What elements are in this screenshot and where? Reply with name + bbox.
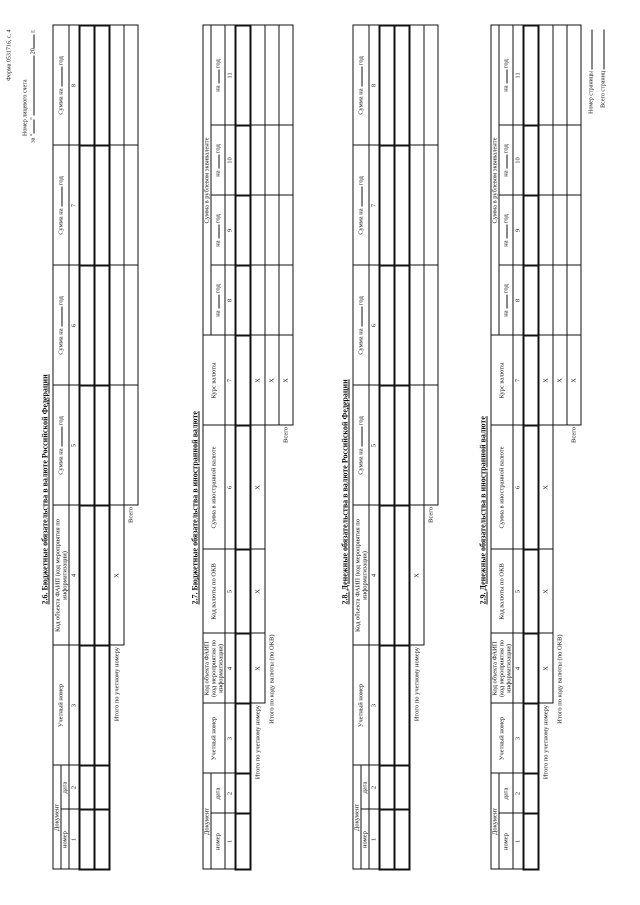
god-label: год: [357, 56, 365, 66]
cell[interactable]: [80, 145, 95, 265]
col-number: 6: [369, 265, 380, 385]
cell[interactable]: [410, 385, 425, 505]
cell[interactable]: [80, 765, 95, 809]
god-label: год: [214, 284, 222, 294]
x-cell: X: [251, 549, 266, 633]
cell[interactable]: [524, 549, 539, 633]
x-cell: X: [539, 335, 554, 425]
table-row: [524, 25, 539, 869]
cell[interactable]: [251, 265, 266, 335]
cell[interactable]: [236, 773, 251, 813]
god-label: год: [214, 59, 222, 69]
cell[interactable]: [395, 765, 410, 809]
x-cell: X: [539, 549, 554, 633]
x-cell: X: [539, 633, 554, 703]
cell[interactable]: [553, 125, 567, 195]
cell[interactable]: [524, 265, 539, 335]
cell[interactable]: [410, 265, 425, 385]
faip-code-header: Код объекта ФАИП (код мероприятия по информатизации): [353, 505, 369, 645]
cell[interactable]: [95, 265, 110, 385]
na-label: на: [214, 240, 222, 247]
col-number: 6: [69, 265, 80, 385]
form-label: Форма 0531716, с. 4: [6, 29, 13, 81]
col-number: 11: [513, 25, 524, 125]
cell[interactable]: [395, 645, 410, 765]
table-2-9: [491, 24, 582, 870]
col-number: 3: [225, 703, 236, 773]
document-sheet: [1, 0, 640, 905]
cell[interactable]: [95, 385, 110, 505]
table-row: [395, 25, 410, 869]
cell[interactable]: [80, 505, 95, 645]
year-blank[interactable]: [34, 34, 35, 48]
cell[interactable]: [567, 25, 581, 125]
okv-header: Код валюты по ОКВ: [203, 549, 225, 633]
x-cell: X: [539, 425, 554, 549]
x-cell: X: [110, 505, 125, 645]
x-cell: X: [265, 335, 279, 425]
cell[interactable]: [395, 810, 410, 870]
col-number: 5: [69, 385, 80, 505]
cell[interactable]: [539, 25, 554, 125]
cell[interactable]: [95, 25, 110, 145]
sum-header-5: [353, 385, 369, 505]
sum-header-7: [53, 145, 69, 265]
col-number: 8: [225, 265, 236, 335]
number-header: номер: [61, 810, 69, 870]
doc-header: Документ: [203, 773, 211, 869]
cell[interactable]: [380, 145, 395, 265]
god-label: год: [357, 296, 365, 306]
grand-total-row: [124, 25, 138, 869]
cell[interactable]: [567, 265, 581, 335]
na-label: на: [502, 240, 510, 247]
god-label: год: [502, 59, 510, 69]
cell[interactable]: [424, 385, 438, 505]
grand-total-row: [567, 25, 581, 869]
cell[interactable]: [567, 195, 581, 265]
col-number: 3: [69, 645, 80, 765]
grand-total-row: [424, 25, 438, 869]
cell[interactable]: [539, 195, 554, 265]
table-row: [95, 25, 110, 869]
cell[interactable]: [380, 765, 395, 809]
cell[interactable]: [410, 145, 425, 265]
cell[interactable]: [524, 335, 539, 425]
cell[interactable]: [236, 703, 251, 773]
col-number: 4: [225, 633, 236, 703]
cell[interactable]: [95, 505, 110, 645]
account-number-header: Учетный номер: [203, 703, 225, 773]
rub-year-8: [499, 265, 513, 335]
cell[interactable]: [110, 385, 125, 505]
cell[interactable]: [80, 645, 95, 765]
cell[interactable]: [236, 814, 251, 870]
cell[interactable]: [95, 810, 110, 870]
account-label: [23, 80, 29, 136]
rub-year-9: [499, 195, 513, 265]
cell[interactable]: [110, 145, 125, 265]
cell[interactable]: [279, 125, 293, 195]
cell[interactable]: [80, 25, 95, 145]
foreign-sum-header: Сумма в иностранной валюте: [203, 425, 225, 549]
cell[interactable]: [80, 810, 95, 870]
cell[interactable]: [251, 125, 266, 195]
period-line: [31, 30, 37, 143]
cell[interactable]: [279, 195, 293, 265]
faip-b: (код мероприятия по: [210, 639, 218, 698]
col-number: 10: [513, 125, 524, 195]
sum-label: Сумма на: [57, 88, 65, 115]
cell[interactable]: [110, 25, 125, 145]
god-label: год: [502, 144, 510, 154]
col-number: 2: [69, 765, 80, 809]
cell[interactable]: [124, 265, 138, 385]
cell[interactable]: [524, 125, 539, 195]
total-by-account-label: Итого по учетному номеру: [254, 704, 262, 780]
cell[interactable]: [110, 265, 125, 385]
faip-a: Код объекта ФАИП: [491, 641, 499, 696]
cell[interactable]: [553, 25, 567, 125]
cell[interactable]: [524, 195, 539, 265]
cell[interactable]: [95, 145, 110, 265]
sum-label: Сумма на: [357, 448, 365, 475]
col-number: 7: [225, 335, 236, 425]
col-number: 5: [369, 385, 380, 505]
cell[interactable]: [524, 773, 539, 813]
col-number: 7: [69, 145, 80, 265]
na-label: на: [502, 170, 510, 177]
col-number: 3: [369, 645, 380, 765]
cell[interactable]: [395, 265, 410, 385]
rub-year-9: [211, 195, 225, 265]
month-blank[interactable]: [34, 56, 35, 116]
sum-header-8: [353, 25, 369, 145]
col-number: 5: [225, 549, 236, 633]
cell[interactable]: [265, 195, 279, 265]
god-label: год: [502, 284, 510, 294]
account-number-header: Учетный номер: [353, 645, 369, 765]
section-2-9-title: 2.9. Денежные обязательства в иностранной валюте: [478, 416, 488, 605]
col-number: 8: [69, 25, 80, 145]
x-cell: X: [251, 425, 266, 549]
cell[interactable]: [80, 385, 95, 505]
faip-code-header: Код объекта ФАИП (код мероприятия по информатизации): [53, 505, 69, 645]
number-header: номер: [211, 814, 225, 870]
god-label: год: [214, 144, 222, 154]
cell[interactable]: [236, 25, 251, 125]
col-number: 6: [225, 425, 236, 549]
col-number: 9: [513, 195, 524, 265]
cell[interactable]: [380, 265, 395, 385]
rub-year-10: [499, 125, 513, 195]
cell[interactable]: [380, 385, 395, 505]
col-number: 11: [225, 25, 236, 125]
na-label: на: [214, 85, 222, 92]
date-header: дата: [211, 773, 225, 813]
account-number-header: Учетный номер: [491, 703, 513, 773]
faip-code-header: [491, 633, 513, 703]
cell[interactable]: [80, 265, 95, 385]
table-row: [236, 25, 251, 869]
cell[interactable]: [380, 25, 395, 145]
x-cell: X: [279, 335, 293, 425]
cell[interactable]: [524, 425, 539, 549]
faip-c: информатизации): [505, 644, 513, 693]
faip-code-header: [203, 633, 225, 703]
na-label: на: [214, 310, 222, 317]
cell[interactable]: [251, 25, 266, 125]
total-by-currency-label: Итого по коду валюты (по ОКВ): [556, 634, 564, 724]
section-2-6-title: 2.6. Бюджетные обязательства в валюте Российской Федерации: [40, 374, 50, 605]
x-cell: X: [251, 335, 266, 425]
na-label: на: [502, 310, 510, 317]
okv-header: Код валюты по ОКВ: [491, 549, 513, 633]
col-number: 5: [513, 549, 524, 633]
table-2-8: [353, 24, 439, 870]
total-by-account-label: Итого по учетному номеру: [542, 704, 550, 780]
cell[interactable]: [380, 645, 395, 765]
cell[interactable]: [124, 25, 138, 145]
col-number: 4: [369, 505, 380, 645]
date-prefix: за ": [30, 133, 37, 143]
number-header: номер: [361, 810, 369, 870]
doc-header: Документ: [53, 765, 61, 869]
col-number: 2: [513, 773, 524, 813]
cell[interactable]: [524, 25, 539, 125]
total-by-currency-label: Итого по коду валюты (по ОКВ): [268, 634, 276, 724]
god-label: год: [357, 176, 365, 186]
sum-header-8: [53, 25, 69, 145]
x-cell: X: [567, 335, 581, 425]
rate-header: Курс валюты: [491, 335, 513, 425]
col-number: 1: [225, 814, 236, 870]
grand-total-label: Всего: [127, 506, 135, 523]
cell[interactable]: [410, 25, 425, 145]
col-number: 10: [225, 125, 236, 195]
page-number: [589, 30, 595, 114]
sum-header-7: [353, 145, 369, 265]
table-row: [80, 25, 95, 869]
total-pages-label: Всего страниц: [600, 71, 607, 108]
faip-a: Код объекта ФАИП: [203, 641, 211, 696]
date-mid: ": [30, 117, 37, 120]
cell[interactable]: [95, 645, 110, 765]
table-2-6: [53, 24, 139, 870]
sum-label: Сумма на: [57, 208, 65, 235]
total-by-account-label: Итого по учетному номеру: [413, 646, 421, 722]
cell[interactable]: [380, 505, 395, 645]
sum-header-6: [53, 265, 69, 385]
cell[interactable]: [424, 145, 438, 265]
total-row: [410, 25, 425, 869]
doc-header: Документ: [353, 765, 361, 869]
total-by-account-label: Итого по учетному номеру: [113, 646, 121, 722]
col-number: 7: [369, 145, 380, 265]
date-header: дата: [499, 773, 513, 813]
grand-total-label: Всего: [570, 426, 578, 443]
section-2-7-title: 2.7. Бюджетные обязательства в иностранной валюте: [190, 411, 200, 605]
cell[interactable]: [424, 25, 438, 145]
cell[interactable]: [395, 385, 410, 505]
total-row: [539, 25, 554, 869]
total-currency-row: [553, 25, 567, 869]
number-header: номер: [499, 814, 513, 870]
x-cell: X: [251, 633, 266, 703]
cell[interactable]: [424, 265, 438, 385]
total-row: [110, 25, 125, 869]
cell[interactable]: [265, 265, 279, 335]
x-cell: X: [553, 335, 567, 425]
section-2-8-title: 2.8. Денежные обязательства в валюте Российской Федерации: [340, 379, 350, 605]
cell[interactable]: [265, 25, 279, 125]
col-number: 7: [513, 335, 524, 425]
cell[interactable]: [395, 505, 410, 645]
doc-header: Документ: [491, 773, 499, 869]
col-number: 8: [513, 265, 524, 335]
cell[interactable]: [380, 810, 395, 870]
date-header: дата: [61, 765, 69, 809]
sum-header-5: [53, 385, 69, 505]
account-number-header: Учетный номер: [53, 645, 69, 765]
col-number: 3: [513, 703, 524, 773]
account-label-text: Номер лицевого счета: [22, 79, 29, 136]
sum-label: Сумма на: [57, 448, 65, 475]
col-number: 4: [513, 633, 524, 703]
god-label: год: [214, 214, 222, 224]
rub-year-11: [211, 25, 225, 125]
rate-header: Курс валюты: [203, 335, 225, 425]
cell[interactable]: [553, 195, 567, 265]
sum-label: Сумма на: [357, 88, 365, 115]
total-pages: [601, 30, 607, 108]
cell[interactable]: [539, 125, 554, 195]
cell[interactable]: [124, 385, 138, 505]
col-number: 2: [369, 765, 380, 809]
cell[interactable]: [524, 814, 539, 870]
sum-label: Сумма на: [357, 208, 365, 235]
cell[interactable]: [539, 265, 554, 335]
total-row: [251, 25, 266, 869]
cell[interactable]: [524, 633, 539, 703]
god-label: год: [57, 296, 65, 306]
cell[interactable]: [236, 633, 251, 703]
cell[interactable]: [236, 549, 251, 633]
col-number: 4: [69, 505, 80, 645]
table-row: [380, 25, 395, 869]
cell[interactable]: [95, 765, 110, 809]
grand-total-row: [279, 25, 293, 869]
day-blank[interactable]: [34, 120, 35, 134]
faip-b: (код мероприятия по: [498, 639, 506, 698]
cell[interactable]: [236, 125, 251, 195]
col-number: 1: [513, 814, 524, 870]
cell[interactable]: [265, 125, 279, 195]
cell[interactable]: [236, 195, 251, 265]
rub-year-8: [211, 265, 225, 335]
grand-total-label: Всего: [282, 426, 290, 443]
cell[interactable]: [395, 25, 410, 145]
rub-equiv-header: Сумма в рублевом эквиваленте: [491, 25, 499, 335]
cell[interactable]: [553, 265, 567, 335]
foreign-sum-header: Сумма в иностранной валюте: [491, 425, 513, 549]
col-number: 2: [225, 773, 236, 813]
sum-label: Сумма на: [357, 328, 365, 355]
cell[interactable]: [236, 425, 251, 549]
sum-label: Сумма на: [57, 328, 65, 355]
na-label: на: [502, 85, 510, 92]
year-suffix: г.: [30, 29, 37, 33]
date-header: дата: [361, 765, 369, 809]
table-2-7: [203, 24, 294, 870]
cell[interactable]: [124, 145, 138, 265]
col-number: 1: [69, 810, 80, 870]
cell[interactable]: [236, 335, 251, 425]
cell[interactable]: [279, 25, 293, 125]
page-number-blank[interactable]: [592, 30, 593, 70]
cell[interactable]: [236, 265, 251, 335]
god-label: год: [57, 56, 65, 66]
cell[interactable]: [395, 145, 410, 265]
rub-equiv-header: Сумма в рублевом эквиваленте: [203, 25, 211, 335]
rub-year-10: [211, 125, 225, 195]
cell[interactable]: [251, 195, 266, 265]
cell[interactable]: [567, 125, 581, 195]
col-number: 1: [369, 810, 380, 870]
cell[interactable]: [279, 265, 293, 335]
faip-c: информатизации): [217, 644, 225, 693]
rub-year-11: [499, 25, 513, 125]
col-number: 6: [513, 425, 524, 549]
grand-total-label: Всего: [427, 506, 435, 523]
god-label: год: [357, 416, 365, 426]
na-label: на: [214, 170, 222, 177]
year-prefix: 20: [30, 48, 37, 55]
cell[interactable]: [524, 703, 539, 773]
page-number-label: Номер страницы: [588, 71, 595, 114]
total-currency-row: [265, 25, 279, 869]
god-label: год: [502, 214, 510, 224]
total-pages-blank[interactable]: [604, 30, 605, 70]
x-cell: X: [410, 505, 425, 645]
god-label: год: [57, 176, 65, 186]
god-label: год: [57, 416, 65, 426]
col-number: 9: [225, 195, 236, 265]
col-number: 8: [369, 25, 380, 145]
sum-header-6: [353, 265, 369, 385]
